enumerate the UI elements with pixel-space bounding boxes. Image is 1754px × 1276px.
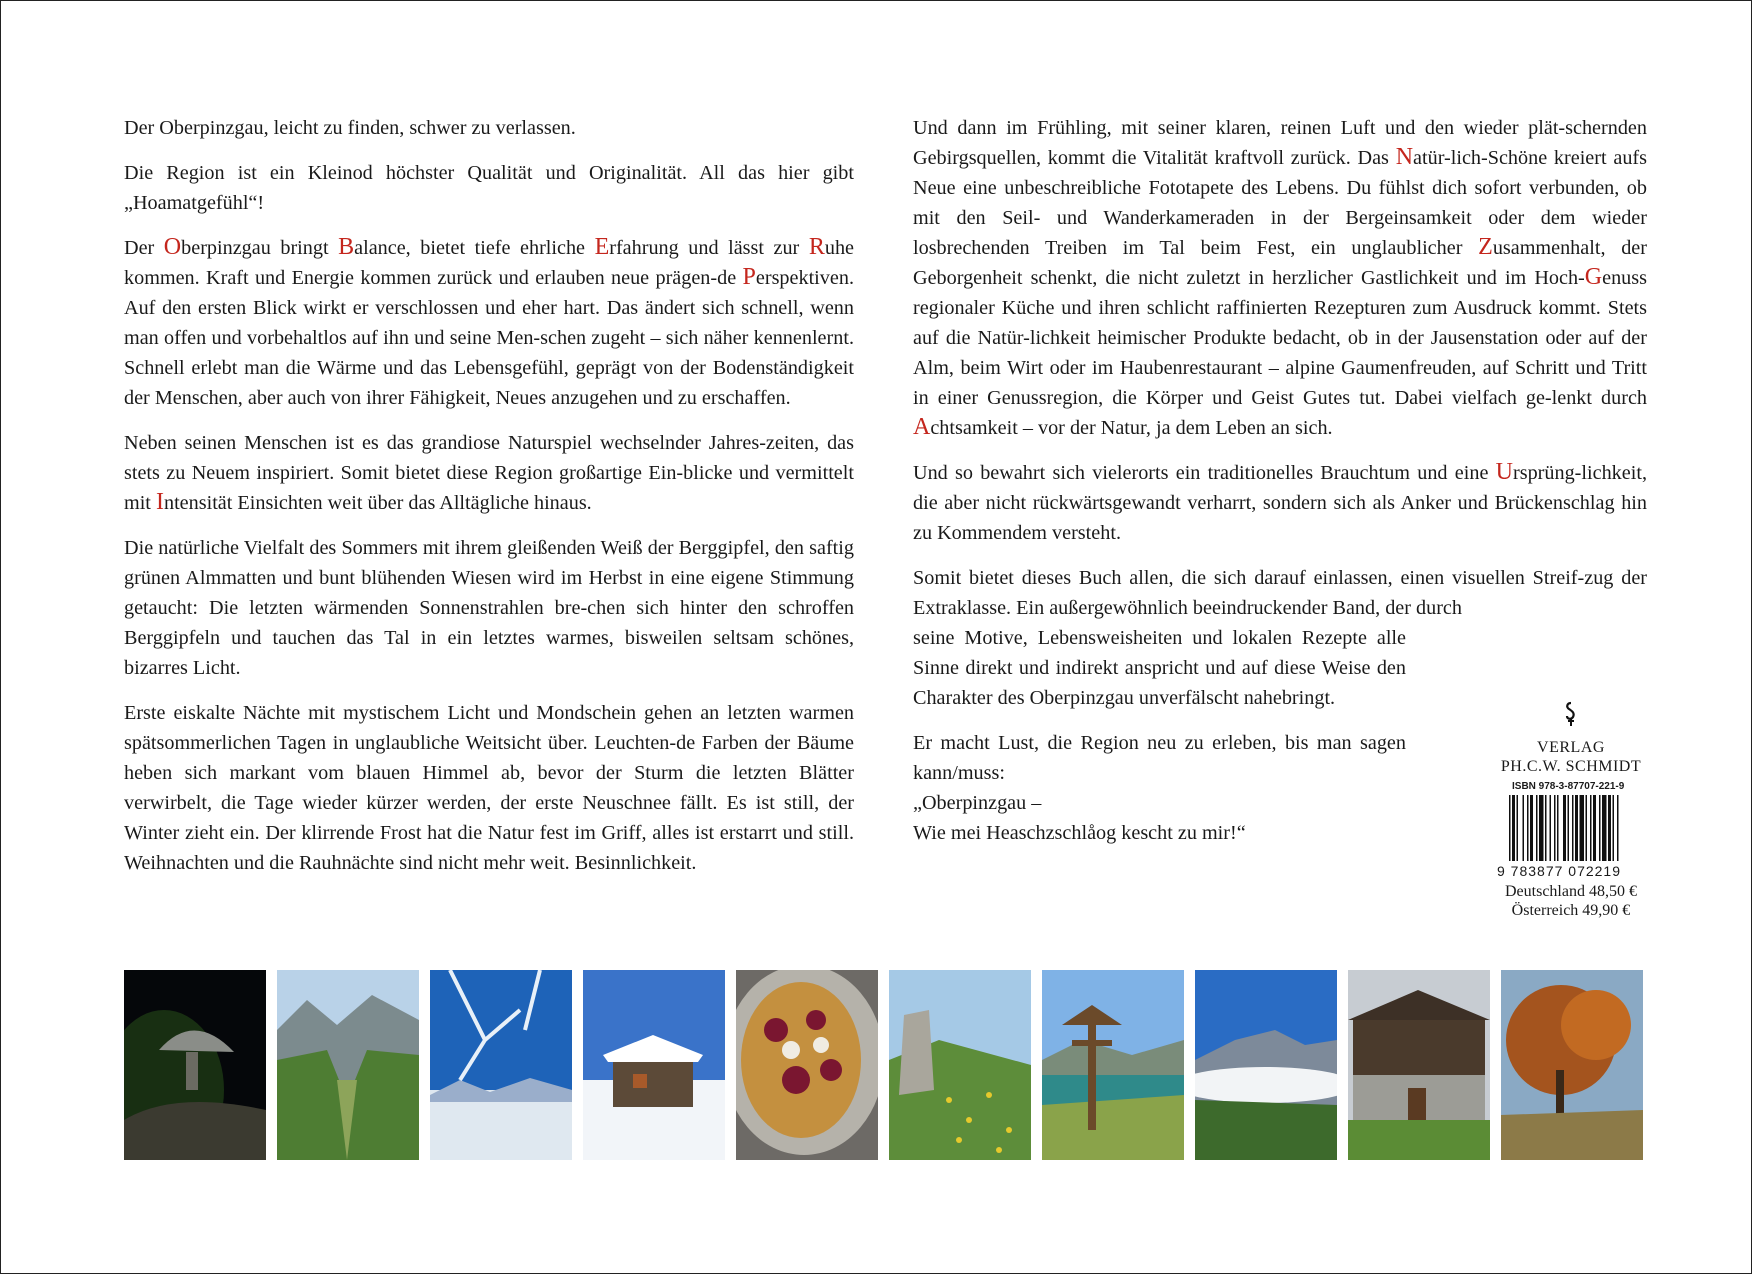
paragraph-seasons: Neben seinen Menschen ist es das grandiose Naturspiel wechselnder Jahres-zeiten, das stets zu Neuem inspiriert. Somit bietet diese Region großartige Ein-blicke und vermittelt mit Intensität Einsichten weit über das Alltägliche hinaus. bbox=[124, 432, 854, 515]
barcode-bar bbox=[1617, 795, 1619, 861]
initial-letter: E bbox=[594, 234, 610, 260]
barcode bbox=[1509, 795, 1661, 861]
food-plate-photo bbox=[736, 970, 878, 1160]
barcode-bar bbox=[1545, 795, 1547, 861]
barcode-bar bbox=[1512, 795, 1515, 861]
closing-quote-line-2: Wie mei Heaschzschlåog kescht zu mir!“ bbox=[913, 822, 1246, 844]
barcode-bar bbox=[1608, 795, 1611, 861]
price-germany: Deutschland 48,50 € bbox=[1505, 883, 1637, 900]
alpine-meadow-flowers-photo bbox=[889, 970, 1031, 1160]
initial-letter: P bbox=[742, 264, 756, 290]
barcode-bar bbox=[1539, 795, 1544, 861]
snowy-hut-photo bbox=[583, 970, 725, 1160]
barcode-bar bbox=[1575, 795, 1578, 861]
publisher-line-1: VERLAG bbox=[1537, 739, 1605, 756]
initial-letter: N bbox=[1395, 144, 1414, 170]
barcode-bar bbox=[1590, 795, 1592, 861]
barcode-bar bbox=[1527, 795, 1529, 861]
barcode-bar bbox=[1580, 795, 1585, 861]
initial-letter: A bbox=[913, 414, 931, 440]
barcode-bar bbox=[1563, 795, 1566, 861]
barcode-bar bbox=[1509, 795, 1511, 861]
price-austria: Österreich 49,90 € bbox=[1511, 902, 1631, 919]
paragraph-tradition: Und so bewahrt sich vielerorts ein traditionelles Brauchtum und eine Ursprüng-lichkeit, die aber nicht rückwärtsgewandt verharrt, sondern sich als Anker und Brückenschlag hin zu Kommendem versteht. bbox=[913, 459, 1647, 544]
barcode-bar bbox=[1523, 795, 1525, 861]
paragraph-oberpinzgau: Der Oberpinzgau bringt Balance, bietet tiefe ehrliche Erfahrung und lässt zur Ruhe kommen. Kraft und Energie kommen zurück und erlauben neue prägen-de Perspektiven. Auf den ersten Blick wirkt er verschlossen und eher hart. Das ändert sich schnell, wenn man offen und vorbehaltlos auf ihn und seine Men-schen zugeht – sich näher kennenlernt. Schnell erlebt man die Wärme und das Lebensgefühl, geprägt von der Bodenständigkeit der Menschen, aber auch von ihrer Fähigkeit, Neues anzugehen und zu erschaffen. bbox=[124, 234, 854, 409]
paragraph-intro: Der Oberpinzgau, leicht zu finden, schwer zu verlassen. bbox=[124, 117, 576, 139]
left-text-column bbox=[124, 113, 854, 893]
paragraph-book-a: Somit bietet dieses Buch allen, die sich darauf einlassen, einen visuellen Streif-zug der Extraklasse. Ein außergewöhnlich beeindruckender Band, der durch bbox=[913, 567, 1647, 619]
initial-letter: Z bbox=[1478, 234, 1493, 260]
cloudy-valley-photo bbox=[1195, 970, 1337, 1160]
barcode-bar bbox=[1599, 795, 1601, 861]
paragraph-book-b: seine Motive, Lebensweisheiten und lokalen Rezepte alle Sinne direkt und indirekt anspricht und auf diese Weise den Charakter des Oberpinzgau unverfälscht nahebringt. bbox=[913, 627, 1406, 709]
autumn-tree-photo bbox=[1501, 970, 1643, 1160]
paragraph-winter: Erste eiskalte Nächte mit mystischem Licht und Mondschein gehen an letzten warmen spätsommerlichen Tagen in unglaubliche Weitsicht über. Leuchten-de Farben der Bäume heben sich markant vom blauen Himmel ab, bevor der Sturm die letzten Blätter verwirbelt, die Tage wieder kürzer werden, der erste Neuschnee fällt. Es ist still, der Winter zieht ein. Der klirrende Frost hat die Natur fest im Griff, alles ist erstarrt und still. Weihnachten und die Rauhnächte sind nicht mehr weit. Besinnlichkeit. bbox=[124, 702, 854, 874]
closing-quote-line-1: „Oberpinzgau – bbox=[913, 792, 1042, 814]
paragraph-summer: Die natürliche Vielfalt des Sommers mit ihrem gleißenden Weiß der Berggipfel, den saftig grünen Almmatten und bunt blühenden Wiesen wird im Herbst in eine eigene Stimmung getaucht: Die letzten wärmenden Sonnenstrahlen bre-chen sich hinter den schroffen Berggipfeln und tauchen das Tal in ein letztes warmes, bisweilen seltsam schönes, bizarres Licht. bbox=[124, 537, 854, 679]
farmhouse-photo bbox=[1348, 970, 1490, 1160]
paragraph-closing: Er macht Lust, die Region neu zu erleben, bis man sagen kann/muss: bbox=[913, 732, 1406, 784]
alpine-valley-photo bbox=[277, 970, 419, 1160]
wooden-cross-lake-photo bbox=[1042, 970, 1184, 1160]
barcode-bar bbox=[1557, 795, 1559, 861]
publisher-block bbox=[1489, 701, 1653, 776]
barcode-bar bbox=[1602, 795, 1607, 861]
barcode-bar bbox=[1613, 795, 1615, 861]
initial-letter: B bbox=[338, 234, 355, 260]
barcode-bar bbox=[1550, 795, 1552, 861]
paragraph-spring: Und dann im Frühling, mit seiner klaren, reinen Luft und den wieder plät-schernden Gebirgsquellen, kommt die Vitalität kraftvoll zurück. Das Natür-lich-Schöne kreiert aufs Neue eine unbeschreibliche Fototapete des Lebens. Du fühlst dich sofort verbunden, ob mit den Seil- und Wanderkameraden in der Bergeinsamkeit oder dem wieder losbrechenden Treiben im Tal beim Fest, ein unglaublicher Zusammenhalt, der Geborgenheit schenkt, die nicht zuletzt in herzlicher Gastlichkeit und im Hoch-Genuss regionaler Küche und ihren schlicht raffinierten Rezepturen zum Ausdruck kommt. Stets auf die Natür-lichkeit heimischer Produkte bedacht, ob in der Jausenstation oder auf der Alm, beim Wirt oder im Haubenrestaurant – alpine Gaumenfreuden, auf Schritt und Tritt in einer Genussregion, die Körper und Geist Gutes tut. Dabei vielfach ge-lenkt durch Achtsamkeit – vor der Natur, ja dem Leben an sich. bbox=[913, 117, 1647, 440]
barcode-bar bbox=[1572, 795, 1574, 861]
stone-cairn-night-photo bbox=[124, 970, 266, 1160]
initial-letter: U bbox=[1495, 459, 1513, 485]
initial-letter: G bbox=[1584, 264, 1603, 290]
barcode-bar bbox=[1530, 795, 1533, 861]
barcode-digits: 9 783877 072219 bbox=[1497, 863, 1621, 879]
initial-letter: I bbox=[155, 489, 164, 515]
barcode-bar bbox=[1586, 795, 1588, 861]
frosted-branches-photo bbox=[430, 970, 572, 1160]
barcode-bar bbox=[1593, 795, 1596, 861]
publisher-line-2: PH.C.W. SCHMIDT bbox=[1500, 758, 1642, 775]
isbn-text: ISBN 978-3-87707-221-9 bbox=[1512, 781, 1625, 792]
barcode-bar bbox=[1517, 795, 1519, 861]
barcode-bar bbox=[1536, 795, 1538, 861]
barcode-bar bbox=[1554, 795, 1556, 861]
barcode-bar bbox=[1568, 795, 1570, 861]
paragraph-region: Die Region ist ein Kleinod höchster Qualität und Originalität. All das hier gibt „Hoamatgefühl“! bbox=[124, 162, 854, 214]
initial-letter: R bbox=[808, 234, 825, 260]
publisher-logo-icon bbox=[1562, 701, 1580, 727]
initial-letter: O bbox=[163, 234, 182, 260]
